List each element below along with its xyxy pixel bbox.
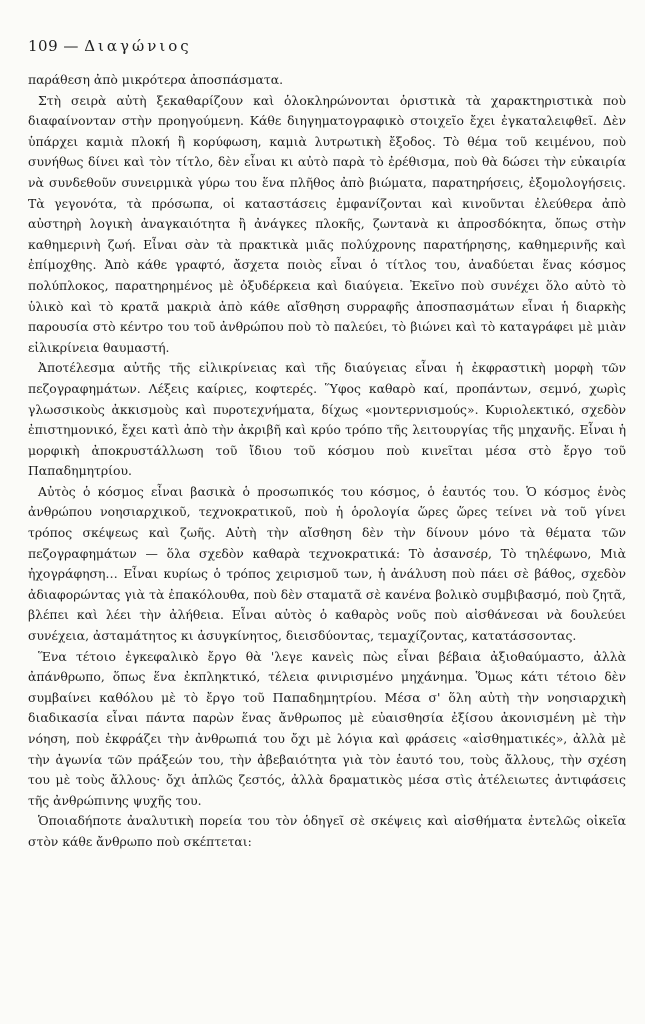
page-number: 109: [28, 37, 59, 55]
journal-name: Διαγώνιος: [84, 37, 192, 55]
paragraph-continued: παράθεση ἀπὸ μικρότερα ἀποσπάσματα.: [28, 72, 284, 87]
paragraph: Ὁποιαδήποτε ἀναλυτικὴ πορεία του τὸν ὁδηγεῖ σὲ σκέψεις καὶ αἰσθήματα ἐντελῶς οἰκεῖα στὸν κάθε ἄνθρωπο ποὺ σκέπτεται:: [28, 813, 626, 849]
paragraph: Ἕνα τέτοιο ἐγκεφαλικὸ ἔργο θὰ 'λεγε κανεὶς πὼς εἶναι βέβαια ἀξιοθαύμαστο, ἀλλὰ ἀπάνθρωπο, ὅπως ἕνα ἐκπληκτικό, τέλεια φινιρισμένο μηχάνημα. Ὅμως κάτι τέτοιο δὲν συμβαίνει καθόλου μὲ τὸ ἔργο τοῦ Παπαδημητρίου. Μέσα σ' ὅλη αὐτὴ τὴν νοησιαρχικὴ διαδικασία εἶναι πάντα παρὼν ἕνας ἄνθρωπος μὲ εὐαισθησία ἐξίσου ἀκονισμένη μὲ τὴν νόηση, ποὺ ἐκφράζει τὴν ἀνθρωπιά του ὄχι μὲ λόγια καὶ φράσεις «αἰσθηματικές», ἀλλὰ μὲ τὴν ἀγωνία τῶν πράξεών του, τὴν ἀβεβαιότητα γιὰ τὸν ἑαυτό του, τοὺς ἄλλους, τὴν σχέση του μὲ τοὺς ἄλλους· ὄχι ἁπλῶς ζεστός, ἀλλὰ δραματικὸς μέσα στὶς ἀτέλειωτες ἀντιφάσεις τῆς ἀνθρώπινης ψυχῆς του.: [28, 648, 626, 808]
paragraph: Αὐτὸς ὁ κόσμος εἶναι βασικὰ ὁ προσωπικός του κόσμος, ὁ ἑαυτός του. Ὁ κόσμος ἑνὸς ἀνθρώπου νοησιαρχικοῦ, τεχνοκρατικοῦ, ποὺ ἡ ὁρολογία ὥρες ὥρες τείνει νὰ τοῦ γίνει τρόπος σκέψεως καὶ ζωῆς. Αὐτὴ τὴν αἴσθηση δὲν τὴν δίνουν μόνο τὰ θέματα τῶν πεζογραφημάτων — ὅλα σχεδὸν καθαρὰ τεχνοκρατικά: Τὸ ἀσανσέρ, Τὸ τηλέφωνο, Μιὰ ἠχογράφηση… Εἶναι κυρίως ὁ τρόπος χειρισμοῦ των, ἡ ἀνάλυση ποὺ πάει σὲ βάθος, σχεδὸν ἀδιαφορώντας γιὰ τὰ ἐπακόλουθα, ποὺ δὲν σταματᾶ σὲ κανένα βολικὸ συμβιβασμό, ποὺ ζητᾶ, βλέπει καὶ λέει τὴν ἀλήθεια. Εἶναι αὐτὸς ὁ καθαρὸς νοῦς ποὺ αἰσθάνεσαι νὰ δουλεύει συνέχεια, ἀσταμάτητος κι ἀσυγκίνητος, διεισδύοντας, τεμαχίζοντας, κατατάσσοντας.: [28, 483, 626, 644]
paragraph: Στὴ σειρὰ αὐτὴ ξεκαθαρίζουν καὶ ὁλοκληρώνονται ὁριστικὰ τὰ χαρακτηριστικὰ ποὺ διαφαίνονταν στὴν προηγούμενη. Κάθε διηγηματογραφικὸ στοιχεῖο ἔχει ἐγκαταλειφθεῖ. Δὲν ὑπάρχει καμιὰ πλοκή ἢ κορύφωση, καμιὰ λυτρωτικὴ ἔξοδος. Τὸ θέμα τοῦ κειμένου, ποὺ συνήθως δίνει καὶ τὸν τίτλο, δὲν εἶναι κι αὐτὸ παρὰ τὸ ἐρέθισμα, ποὺ θὰ δώσει τὴν εὐκαιρία νὰ συνδεθοῦν συνειρμικὰ γύρω του ἕνα πλῆθος ἀπὸ βιώματα, παρατηρήσεις, ἐξομολογήσεις. Τὰ γεγονότα, τὰ πρόσωπα, οἱ καταστάσεις ἐμφανίζονται καὶ κινοῦνται ἐλεύθερα ἀπὸ αὐστηρὴ λογικὴ ἀναγκαιότητα ἢ ἀνάγκες πλοκῆς, ζωντανὰ κι ἀπροσδόκητα, ὅπως στὴν καθημερινὴ ζωή. Εἶναι σὰν τὰ πρακτικὰ μιᾶς πολύχρονης παρατήρησης, καθημερινῆς καὶ ἐπίμοχθης. Ἀπὸ κάθε γραφτό, ἄσχετα ποιὸς εἶναι ὁ τίτλος του, ἀναδύεται ἕνας κόσμος πολύπλοκος, παρατηρημένος μὲ ὀξυδέρκεια καὶ διαύγεια. Ἐκεῖνο ποὺ συνέχει ὅλο αὐτὸ τὸ ὑλικὸ καὶ τὸ κρατᾶ μακριὰ ἀπὸ κάθε αἴσθηση συρραφῆς ἀποσπασμάτων εἶναι ἡ διαρκὴς παρουσία στὸ κέντρο του τοῦ ἀνθρώπου ποὺ τὸ παλεύει, τὸ βιώνει καὶ τὸ καταγράφει μὲ μιὰν εἰλικρίνεια θαυμαστή.: [28, 92, 626, 355]
paragraph: Ἀποτέλεσμα αὐτῆς τῆς εἰλικρίνειας καὶ τῆς διαύγειας εἶναι ἡ ἐκφραστικὴ μορφὴ τῶν πεζογραφημάτων. Λέξεις καίριες, κοφτερές. Ὕφος καθαρὸ καί, προπάντων, σεμνό, χωρὶς γλωσσικοὺς ἀκκισμοὺς καὶ πυροτεχνήματα, δίχως «μοντερνισμούς». Κυριολεκτικό, σχεδὸν ἐπιστημονικό, ἔχει κατὶ ἀπὸ τὴν ἀκριβῆ καὶ κρύο τρόπο τῆς λειτουργίας τῆς μηχανῆς. Εἶναι ἡ μορφικὴ ἀποκρυστάλλωση τοῦ ἴδιου τοῦ κόσμου ποὺ κινεῖται μέσα στὸ ἔργο τοῦ Παπαδημητρίου.: [28, 360, 626, 479]
body-text: [28, 70, 626, 853]
running-head: [28, 37, 192, 55]
header-separator: —: [63, 37, 79, 55]
